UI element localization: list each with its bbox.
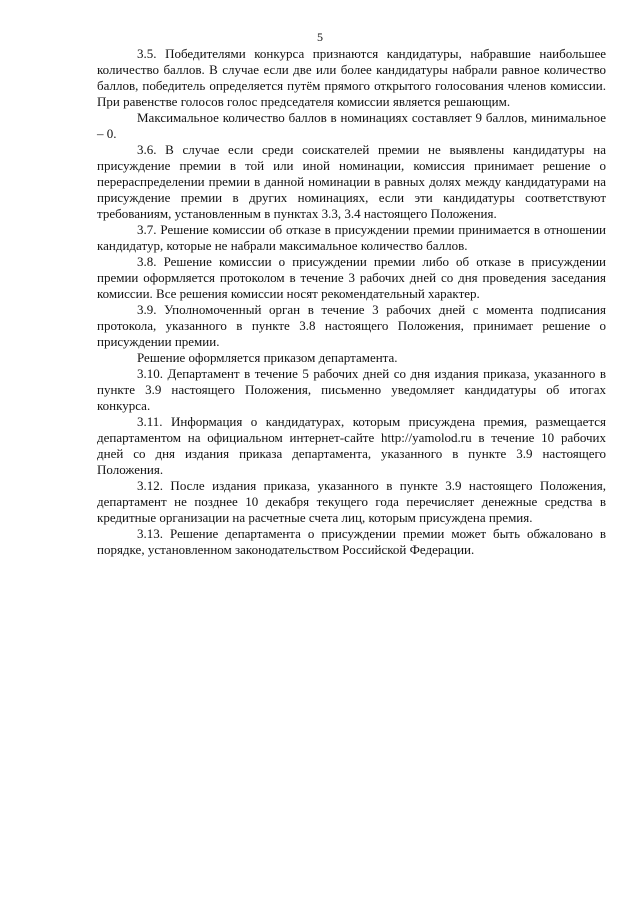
- paragraph-order: Решение оформляется приказом департамента.: [137, 350, 398, 365]
- paragraph-3-10: 3.10. Департамент в течение 5 рабочих дней со дня издания приказа, указанного в пункте 3.9 настоящего Положения, письменно уведомляет кандидатуры об итогах конкурса.: [97, 366, 606, 413]
- paragraph-3-9: 3.9. Уполномоченный орган в течение 3 рабочих дней с момента подписания протокола, указанного в пункте 3.8 настоящего Положения, принимает решение о присуждении премии.: [97, 302, 606, 349]
- paragraph-3-8: 3.8. Решение комиссии о присуждении премии либо об отказе в присуждении премии оформляется протоколом в течение 3 рабочих дней со дня проведения заседания комиссии. Все решения комиссии носят рекомендательный характер.: [97, 254, 606, 301]
- paragraph-3-6: 3.6. В случае если среди соискателей премии не выявлены кандидатуры на присуждение премии в той или иной номинации, комиссия принимает решение о перераспределении премии в данной номинации в равных долях между кандидатурами на присуждение премии в других номинациях, если эти кандидатуры соответствуют требованиям, установленным в пунктах 3.3, 3.4 настоящего Положения.: [97, 142, 606, 221]
- paragraph-3-7: 3.7. Решение комиссии об отказе в присуждении премии принимается в отношении кандидатур, которые не набрали максимальное количество баллов.: [97, 222, 606, 253]
- paragraph-3-12: 3.12. После издания приказа, указанного в пункте 3.9 настоящего Положения, департамент не позднее 10 декабря текущего года перечисляет денежные средства в кредитные организации на расчетные счета лиц, которым присуждена премия.: [97, 478, 606, 525]
- document-body: [97, 46, 606, 558]
- paragraph-max-score: Максимальное количество баллов в номинациях составляет 9 баллов, минимальное – 0.: [97, 110, 606, 141]
- paragraph-3-11: 3.11. Информация о кандидатурах, которым присуждена премия, размещается департаментом на официальном интернет-сайте http://yamolod.ru в течение 10 рабочих дней со дня издания приказа департамента, указанного в пункте 3.9 настоящего Положения.: [97, 414, 606, 477]
- paragraph-3-5: 3.5. Победителями конкурса признаются кандидатуры, набравшие наибольшее количество баллов. В случае если две или более кандидатуры набрали равное количество баллов, победитель определяется путём прямого открытого голосования членов комиссии. При равенстве голосов голос председателя комиссии является решающим.: [97, 46, 606, 109]
- paragraph-3-13: 3.13. Решение департамента о присуждении премии может быть обжаловано в порядке, установленном законодательством Российской Федерации.: [97, 526, 606, 557]
- page-number: 5: [317, 30, 323, 44]
